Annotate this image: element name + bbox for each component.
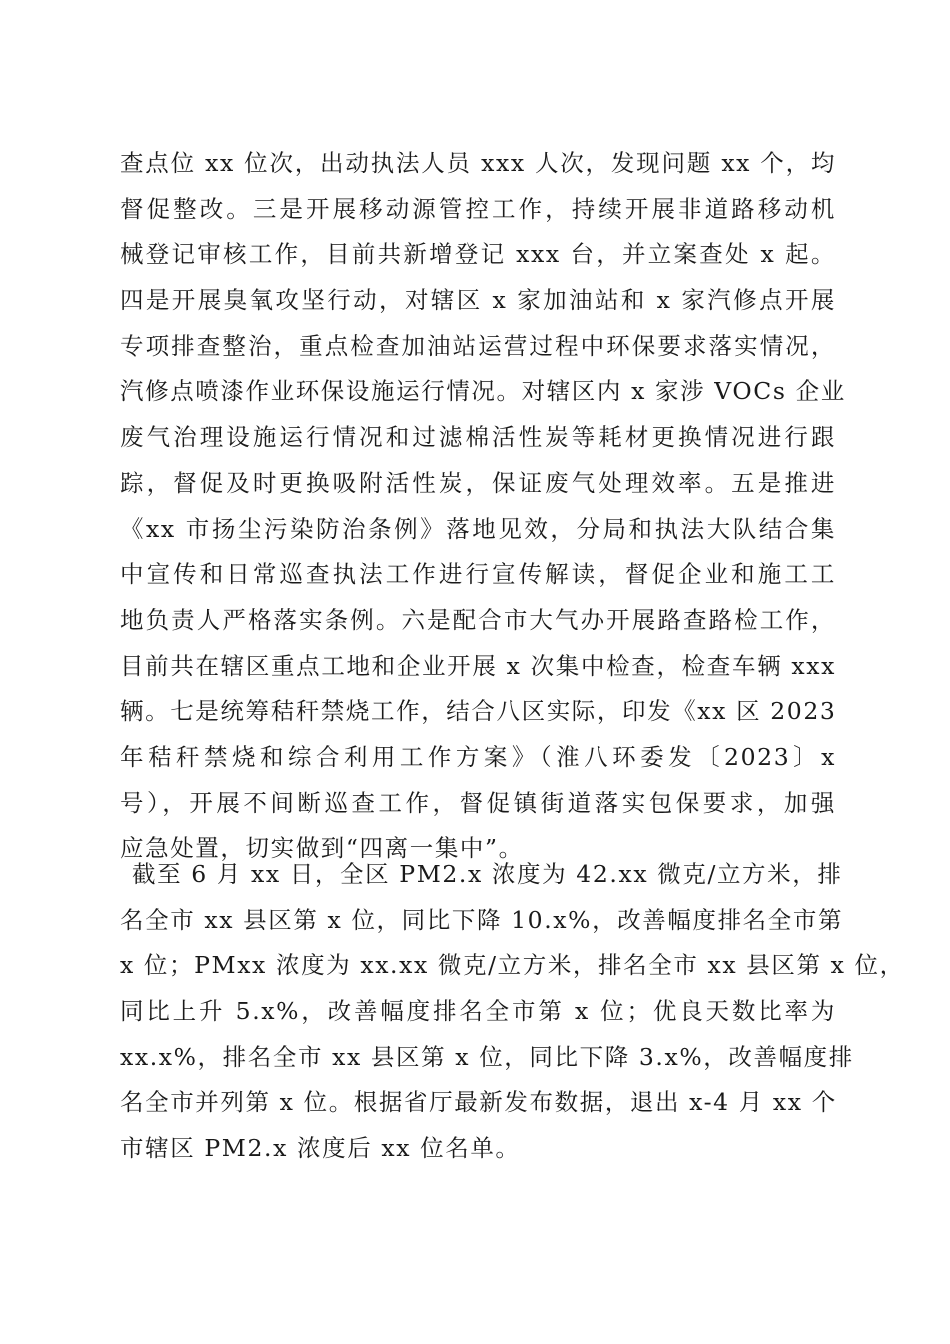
paragraph-line: 年秸秆禁烧和综合利用工作方案》（淮八环委发〔2023〕x xyxy=(120,742,836,771)
paragraph-line: 废气治理设施运行情况和过滤棉活性炭等耗材更换情况进行跟 xyxy=(120,423,836,452)
paragraph-line: 市辖区 PM2.x 浓度后 xx 位名单。 xyxy=(120,1134,521,1163)
paragraph-line: 辆。七是统筹秸秆禁烧工作，结合八区实际，印发《xx 区 2023 xyxy=(120,697,837,726)
paragraph-line: xx.x%，排名全市 xx 县区第 x 位，同比下降 3.x%，改善幅度排 xyxy=(120,1042,854,1071)
paragraph-line: 截至 6 月 xx 日，全区 PM2.x 浓度为 42.xx 微克/立方米，排 xyxy=(132,860,843,888)
paragraph-line: 目前共在辖区重点工地和企业开展 x 次集中检查，检查车辆 xxx xyxy=(120,651,836,680)
paragraph-line: 中宣传和日常巡查执法工作进行宣传解读，督促企业和施工工 xyxy=(120,560,836,589)
paragraph-line: 械登记审核工作，目前共新增登记 xxx 台，并立案查处 x 起。 xyxy=(120,240,836,269)
paragraph-line: 地负责人严格落实条例。六是配合市大气办开展路查路检工作， xyxy=(120,605,836,634)
paragraph-line: 《xx 市扬尘污染防治条例》落地见效，分局和执法大队结合集 xyxy=(120,514,836,543)
paragraph-2 xyxy=(120,852,905,1172)
paragraph-line: 名全市并列第 x 位。根据省厅最新发布数据，退出 x-4 月 xx 个 xyxy=(120,1088,837,1117)
paragraph-1 xyxy=(120,141,846,872)
paragraph-line: x 位；PMxx 浓度为 xx.xx 微克/立方米，排名全市 xx 县区第 x 位， xyxy=(120,951,905,980)
paragraph-line: 踪，督促及时更换吸附活性炭，保证废气处理效率。五是推进 xyxy=(120,468,836,497)
paragraph-line: 督促整改。三是开展移动源管控工作，持续开展非道路移动机 xyxy=(120,194,836,223)
paragraph-line: 汽修点喷漆作业环保设施运行情况。对辖区内 x 家涉 VOCs 企业 xyxy=(120,377,846,406)
paragraph-line: 应急处置，切实做到“四离一集中”。 xyxy=(120,834,524,863)
paragraph-line: 专项排查整治，重点检查加油站运营过程中环保要求落实情况， xyxy=(120,331,836,360)
paragraph-line: 号），开展不间断巡查工作，督促镇街道落实包保要求，加强 xyxy=(120,788,836,817)
paragraph-line: 同比上升 5.x%，改善幅度排名全市第 x 位；优良天数比率为 xyxy=(120,997,836,1026)
paragraph-line: 名全市 xx 县区第 x 位，同比下降 10.x%，改善幅度排名全市第 xyxy=(120,905,844,934)
paragraph-line: 查点位 xx 位次，出动执法人员 xxx 人次，发现问题 xx 个，均 xyxy=(120,149,836,177)
paragraph-line: 四是开展臭氧攻坚行动，对辖区 x 家加油站和 x 家汽修点开展 xyxy=(120,286,836,315)
